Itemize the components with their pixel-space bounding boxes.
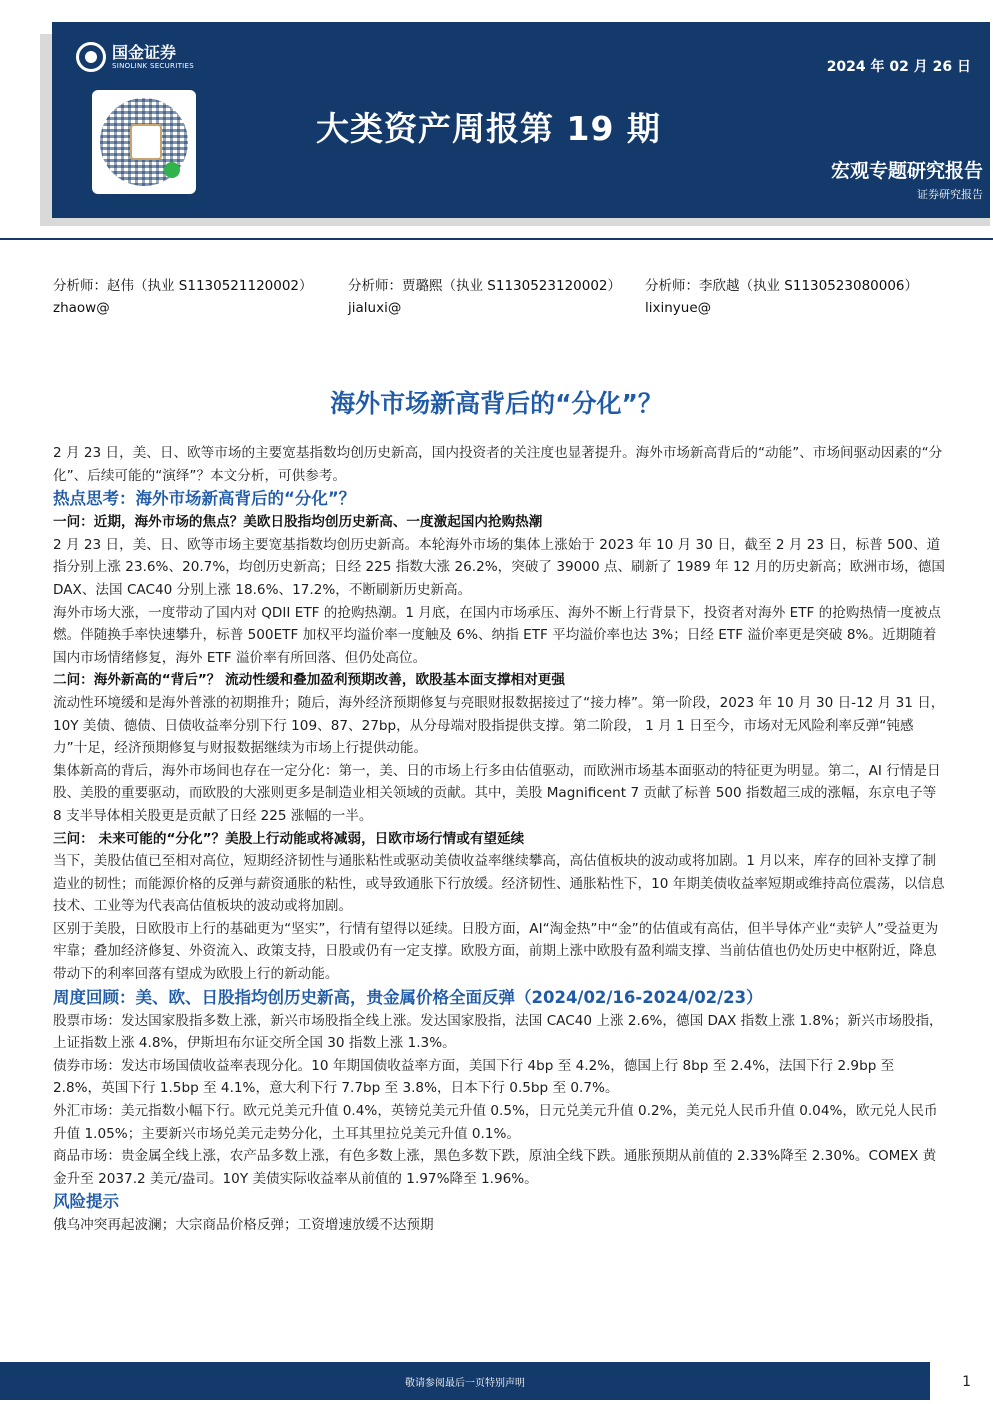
paragraph: 集体新高的背后，海外市场间也存在一定分化：第一，美、日的市场上行多由估值驱动，而欧洲市场基本面驱动的特征更为明显。第二，AI 行情是日股、美股的重要驱动，而欧股的大涨则更多是制造业相关领域的贡献。其中，美股 Magnificent 7 贡献了标普 500 指数超三成的涨幅，东京电子等 8 支半导体相关股更是贡献了日经 225 涨幅的一半。 [53,762,941,824]
analyst-email: zhaow@ [53,300,110,316]
paragraph-fx: 外汇市场：美元指数小幅下行。欧元兑美元升值 0.4%，英镑兑美元升值 0.5%，日元兑美元升值 0.2%，美元兑人民币升值 0.04%，欧元兑人民币升值 1.05%；主要新兴市场兑美元走势分化，土耳其里拉兑美元升值 0.1%。 [53,1103,938,1142]
analyst-block [348,275,621,319]
page-number: 1 [962,1374,971,1390]
paragraph-commodities: 商品市场：贵金属全线上涨，农产品多数上涨，有色多数上涨，黑色多数下跌，原油全线下跌。通胀预期从前值的 2.33%降至 2.30%。COMEX 黄金升至 2037.2 美元/盎司。10Y 美债实际收益率从前值的 1.97%降至 1.96%。 [53,1148,937,1187]
question-heading: 一问：近期，海外市场的焦点？美欧日股指均创历史新高、一度激起国内抢购热潮 [53,514,543,531]
logo-name-cn: 国金证券 [112,42,177,62]
analyst-name: 分析师：李欣越（执业 S1130523080006） [645,278,919,294]
analyst-block [53,275,313,319]
report-date: 2024 年 02 月 26 日 [826,59,971,75]
section-heading-hot-topic: 热点思考：海外市场新高背后的“分化”？ [53,489,356,509]
analyst-block [645,275,918,319]
section-heading-weekly-review: 周度回顾：美、欧、日股指均创历史新高，贵金属价格全面反弹（2024/02/16-2024/02/23） [53,987,763,1007]
analyst-email: jialuxi@ [348,300,402,316]
question-heading: 二问：海外新高的“背后”？ 流动性缓和叠加盈利预期改善，欧股基本面支撑相对更强 [53,672,565,689]
paragraph: 区别于美股，日欧股市上行的基础更为“坚实”，行情有望得以延续。日股方面，AI“淘金热”中“金”的估值或有高估，但半导体产业“卖铲人”受益更为牢靠；叠加经济修复、外资流入、政策支持，日股或仍有一定支撑。欧股方面，前期上涨中欧股有盈利端支撑、当前估值也仍处历史中枢附近，降息带动下的利率回落有望成为欧股上行的新动能。 [53,920,939,983]
section-heading-risk: 风险提示 [53,1192,119,1212]
analyst-email: lixinyue@ [645,300,712,316]
logo-mark-icon [76,42,106,72]
report-type: 宏观专题研究报告 [830,160,983,182]
qr-code [92,90,196,194]
report-subtype: 证券研究报告 [917,188,983,201]
paragraph: 海外市场大涨，一度带动了国内对 QDII ETF 的抢购热潮。1 月底，在国内市场承压、海外不断上行背景下，投资者对海外 ETF 的抢购热情一度被点燃。伴随换手率快速攀升，标普 500ETF 加权平均溢价率一度触及 6%、纳指 ETF 平均溢价率也达 3%；日经 ETF 溢价率更是突破 8%。近期随着国内市场情绪修复，海外 ETF 溢价率有所回落、但仍处高位。 [53,604,942,666]
paragraph: 当下，美股估值已至相对高位，短期经济韧性与通胀粘性或驱动美债收益率继续攀高，高估值板块的波动或将加剧。1 月以来，库存的回补支撑了制造业的韧性；而能源价格的反弹与薪资通胀的粘性，或导致通胀下行放缓。经济韧性、通胀粘性下，10 年期美债收益率短期或维持高位震荡，以信息技术、工业等为代表高估值板块的波动或将加剧。 [53,853,945,915]
question-heading: 三问： 未来可能的“分化”？美股上行动能或将减弱，日欧市场行情或有望延续 [53,830,525,847]
analyst-name: 分析师：贾璐熙（执业 S1130523120002） [348,278,622,294]
analyst-name: 分析师：赵伟（执业 S1130521120002） [53,278,313,294]
footer-disclaimer: 敬请参阅最后一页特别声明 [405,1378,525,1389]
paragraph-stocks: 股票市场：发达国家股指多数上涨，新兴市场股指全线上涨。发达国家股指，法国 CAC40 上涨 2.6%，德国 DAX 指数上涨 1.8%；新兴市场股指，上证指数上涨 4.8%，伊斯坦布尔证交所全国 30 指数上涨 1.3%。 [53,1012,943,1052]
intro-paragraph: 2 月 23 日，美、日、欧等市场的主要宽基指数均创历史新高，国内投资者的关注度也显著提升。海外市场新高背后的“动能”、市场间驱动因素的“分化”、后续可能的“演绎”？本文分析，可供参考。 [53,445,943,484]
wechat-badge-icon [164,162,180,178]
paragraph-bonds: 债券市场：发达市场国债收益率表现分化。10 年期国债收益率方面，美国下行 4bp 至 4.2%，德国上行 8bp 至 2.4%，法国下行 2.9bp 至 2.8%，英国下行 1.5bp 至 4.1%，意大利下行 7.7bp 至 3.8%，日本下行 0.5bp 至 0.7%。 [53,1057,895,1097]
article-headline: 海外市场新高背后的“分化”？ [330,389,663,418]
company-logo [76,42,194,72]
report-title: 大类资产周报第 19 期 [316,109,661,148]
header-divider [0,238,993,240]
qr-center-logo-icon [130,124,162,160]
article-body [53,442,946,1237]
paragraph-risk: 俄乌冲突再起波澜；大宗商品价格反弹；工资增速放缓不达预期 [53,1217,434,1234]
paragraph: 2 月 23 日，美、日、欧等市场主要宽基指数均创历史新高。本轮海外市场的集体上涨始于 2023 年 10 月 30 日，截至 2 月 23 日，标普 500、道指分别上涨 23.6%、20.7%，均创历史新高；日经 225 指数大涨 26.2%，突破了 39000 点、刷新了 1989 年 12 月的历史新高；欧洲市场，德国 DAX、法国 CAC40 分别上涨 18.6%、17.2%，不断刷新历史新高。 [53,536,945,598]
logo-name-en: SINOLINK SECURITIES [112,61,194,70]
paragraph: 流动性环境缓和是海外普涨的初期推升；随后，海外经济预期修复与亮眼财报数据接过了“接力棒”。第一阶段，2023 年 10 月 30 日-12 月 31 日，10Y 美债、德债、日债收益率分别下行 109、87、27bp，从分母端对股指提供支撑。第二阶段， 1 月 1 日至今，市场对无风险利率反弹“钝感力”十足，经济预期修复与财报数据继续为市场上行提供动能。 [53,694,945,757]
